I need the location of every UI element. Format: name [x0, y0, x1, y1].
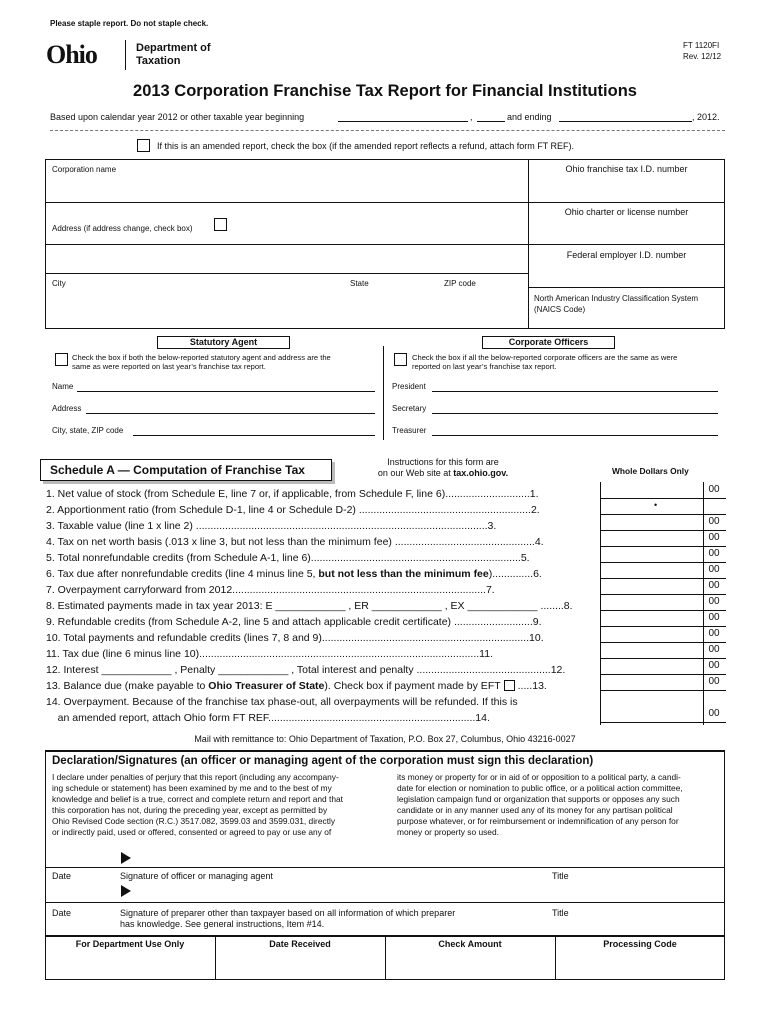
corporation-name-field[interactable]: Corporation name — [52, 165, 117, 174]
line-13-text: 13. Balance due (make payable to — [46, 680, 209, 692]
line-6-text: 6. Tax due after nonrefundable credits (line 4 minus line 5, — [46, 568, 319, 580]
state-field[interactable]: State — [350, 279, 369, 288]
zip-field[interactable]: ZIP code — [444, 279, 476, 288]
dept-line-1: Department of — [136, 42, 211, 54]
naics-label-2: (NAICS Code) — [534, 305, 586, 314]
line-13-end: .....13. — [517, 680, 547, 692]
cents-9: 00 — [708, 612, 720, 623]
line-4: 4. Tax on net worth basis (.013 x line 3, but not less than the minimum fee) ................................................4. — [46, 536, 544, 548]
ending-date-field[interactable] — [559, 121, 692, 122]
line-13-bold: Ohio Treasurer of State — [208, 680, 325, 692]
city-field[interactable]: City — [52, 279, 66, 288]
officers-check-note — [412, 353, 677, 371]
president-field[interactable] — [432, 391, 718, 392]
amount-field-9[interactable] — [600, 626, 726, 627]
corporate-officers-tab: Corporate Officers — [482, 336, 615, 349]
year-end-label: , 2012. — [692, 112, 720, 122]
agent-address-label: Address — [52, 404, 82, 413]
department-name — [136, 42, 211, 68]
line-14-cont: an amended report, attach Ohio form FT REF.......................................................................14. — [46, 712, 490, 724]
decl-right-5: purpose whatever, or for reimbursement or indemnification of any person for — [397, 816, 679, 826]
instr-line-2: on our Web site at — [377, 468, 454, 478]
cents-10: 00 — [708, 628, 720, 639]
declaration-title: Declaration/Signatures (an officer or managing agent of the corporation must sign this declaration) — [52, 755, 594, 767]
treasurer-label: Treasurer — [392, 426, 427, 435]
date-received-label: Date Received — [269, 939, 331, 949]
agent-city-field[interactable] — [133, 435, 375, 436]
officers-same-checkbox[interactable] — [394, 353, 407, 366]
begin-year-field[interactable] — [477, 121, 505, 122]
preparer-label-2: has knowledge. See general instructions, Item #14. — [120, 919, 325, 929]
amount-field-6[interactable] — [600, 578, 726, 579]
line-8: 8. Estimated payments made in tax year 2013: E ____________ , ER ____________ , EX ____________ ........8. — [46, 600, 573, 612]
preparer-sign-arrow-icon — [121, 885, 131, 897]
whole-dollars-label: Whole Dollars Only — [612, 466, 689, 476]
preparer-label-1: Signature of preparer other than taxpayer based on all information of which preparer — [120, 908, 456, 918]
decl-left-6: or indirectly paid, used or offered, consented or agreed to pay or use any of — [52, 827, 332, 837]
declaration-left-text — [52, 772, 343, 838]
cents-1: 00 — [708, 484, 720, 495]
decl-right-2: date for election or nomination to public office, or a political action committee, — [397, 783, 683, 793]
cents-3: 00 — [708, 516, 720, 527]
page-title: 2013 Corporation Franchise Tax Report for Financial Institutions — [133, 82, 637, 100]
cents-5: 00 — [708, 548, 720, 559]
cents-13: 00 — [708, 676, 720, 687]
amount-field-2[interactable] — [600, 514, 726, 515]
line-6 — [46, 566, 542, 582]
info-rule-3 — [45, 273, 528, 274]
amount-field-14[interactable] — [600, 722, 726, 723]
address-field[interactable]: Address (if address change, check box) — [52, 224, 193, 233]
decl-left-4: this corporation has not, during the preceding year, except as permitted by — [52, 805, 328, 815]
based-upon-label: Based upon calendar year 2012 or other taxable year beginning — [50, 112, 305, 122]
line-13 — [46, 678, 547, 694]
cents-4: 00 — [708, 532, 720, 543]
and-ending-label: and ending — [507, 112, 552, 122]
line-11: 11. Tax due (line 6 minus line 10)................................................................................................11. — [46, 648, 493, 660]
secretary-field[interactable] — [432, 413, 718, 414]
agent-name-field[interactable] — [77, 391, 375, 392]
ratio-decimal-dot: • — [654, 500, 658, 510]
cents-6: 00 — [708, 564, 720, 575]
info-rule-4 — [528, 287, 725, 288]
agent-note-2: same as were reported on last year’s franchise tax report. — [72, 362, 266, 371]
agent-same-checkbox[interactable] — [55, 353, 68, 366]
amount-field-13[interactable] — [600, 690, 726, 691]
declaration-right-text — [397, 772, 683, 838]
ohio-id-field[interactable]: Ohio franchise tax I.D. number — [565, 164, 688, 174]
check-amount-label: Check Amount — [438, 939, 502, 949]
cents-11: 00 — [708, 644, 720, 655]
decl-right-1: its money or property for or in aid of or opposition to a political party, a candi- — [397, 772, 681, 782]
dept-line-2: Taxation — [136, 55, 181, 67]
line-6-bold: but not less than the minimum fee — [318, 568, 489, 580]
line-7: 7. Overpayment carryforward from 2012.......................................................................................7. — [46, 584, 495, 596]
charter-number-field[interactable]: Ohio charter or license number — [564, 207, 689, 217]
officer-signature-field[interactable] — [45, 867, 725, 868]
staple-note: Please staple report. Do not staple check. — [50, 19, 209, 28]
agent-name-label: Name — [52, 382, 74, 391]
line-2: 2. Apportionment ratio (from Schedule D-1, line 4 or Schedule D-2) ...........................................................2. — [46, 504, 540, 516]
decl-right-4: candidate or in any manner used any of its money for any partisan political — [397, 805, 673, 815]
logo-divider — [125, 40, 126, 70]
preparer-signature-label — [120, 908, 455, 930]
secretary-label: Secretary — [392, 404, 427, 413]
dashed-divider — [50, 130, 725, 131]
preparer-title-label: Title — [552, 908, 569, 918]
treasurer-field[interactable] — [432, 435, 718, 436]
agent-note-1: Check the box if both the below-reported statutory agent and address are the — [72, 353, 331, 362]
agent-city-label: City, state, ZIP code — [52, 426, 124, 435]
decl-left-2: ing schedule or statement) has been examined by me and to the best of my — [52, 783, 332, 793]
amount-field-4[interactable] — [600, 546, 726, 547]
preparer-date-label: Date — [52, 908, 72, 918]
officers-note-2: reported on last year’s franchise tax report. — [412, 362, 557, 371]
naics-field[interactable] — [534, 293, 698, 315]
preparer-signature-field[interactable] — [45, 902, 725, 903]
line-14: 14. Overpayment. Because of the franchise tax phase-out, all overpayments will be refunded. If this is — [46, 696, 518, 708]
decl-right-3: legislation campaign fund or organization that supports or opposes any such — [397, 794, 680, 804]
comma-sep: , — [470, 112, 473, 122]
amount-field-7[interactable] — [600, 594, 726, 595]
info-rule-1 — [45, 202, 725, 203]
cents-14: 00 — [708, 708, 720, 719]
officer-signature-label: Signature of officer or managing agent — [120, 871, 273, 881]
officer-title-label: Title — [552, 871, 569, 881]
amended-note: If this is an amended report, check the box (if the amended report reflects a refund, attach form FT REF). — [157, 141, 575, 151]
line-1: 1. Net value of stock (from Schedule E, line 7 or, if applicable, from Schedule F, line 6).............................1. — [46, 488, 539, 500]
officer-date-label: Date — [52, 871, 72, 881]
line-6-end: )..............6. — [488, 568, 542, 580]
line-13-mid: ). Check box if payment made by EFT — [324, 680, 501, 692]
fein-field[interactable]: Federal employer I.D. number — [566, 250, 687, 260]
agent-officer-divider — [383, 346, 384, 440]
cents-8: 00 — [708, 596, 720, 607]
amount-column-rule — [600, 482, 601, 725]
mail-address: Mail with remittance to: Ohio Department of Taxation, P.O. Box 27, Columbus, Ohio 43216-0027 — [194, 734, 576, 744]
amount-field-1[interactable] — [600, 498, 726, 499]
amount-field-8[interactable] — [600, 610, 726, 611]
dept-use-label: For Department Use Only — [75, 939, 185, 949]
statutory-agent-tab: Statutory Agent — [157, 336, 290, 349]
line-12: 12. Interest ____________ , Penalty ____________ , Total interest and penalty ..............................................12. — [46, 664, 566, 676]
website-link[interactable]: tax.ohio.gov. — [453, 468, 509, 478]
decl-right-6: money or property so used. — [397, 827, 499, 837]
president-label: President — [392, 382, 426, 391]
naics-label-1: North American Industry Classification System — [534, 294, 699, 303]
amended-checkbox[interactable] — [137, 139, 150, 152]
line-3: 3. Taxable value (line 1 x line 2) ....................................................................................................3. — [46, 520, 497, 532]
form-id: FT 1120FI — [683, 41, 720, 50]
amount-field-12[interactable] — [600, 674, 726, 675]
decl-left-1: I declare under penalties of perjury that this report (including any accompany- — [52, 772, 339, 782]
schedule-a-title: Schedule A — Computation of Franchise Tax — [50, 463, 305, 477]
cents-12: 00 — [708, 660, 720, 671]
officers-note-1: Check the box if all the below-reported corporate officers are the same as were — [412, 353, 678, 362]
form-revision: Rev. 12/12 — [683, 52, 722, 61]
agent-address-field[interactable] — [86, 413, 375, 414]
ohio-logo: Ohio — [46, 40, 97, 69]
amount-field-10[interactable] — [600, 642, 726, 643]
decl-left-5: Ohio Revised Code section (R.C.) 3517.082, 3599.03 and 3599.031, directly — [52, 816, 336, 826]
eft-checkbox[interactable] — [504, 680, 515, 691]
decl-left-3: knowledge and belief is a true, correct and complete return and report and that — [52, 794, 343, 804]
cents-7: 00 — [708, 580, 720, 591]
line-10: 10. Total payments and refundable credits (lines 7, 8 and 9).......................................................................10. — [46, 632, 544, 644]
amount-field-5[interactable] — [600, 562, 726, 563]
processing-code-label: Processing Code — [603, 939, 677, 949]
sign-here-arrow-icon — [121, 852, 131, 864]
instructions-note — [358, 457, 528, 479]
info-rule-2 — [45, 244, 725, 245]
agent-check-note — [72, 353, 331, 371]
line-9: 9. Refundable credits (from Schedule A-2, line 5 and attach applicable credit certificate) ...........................9. — [46, 616, 542, 628]
form-id-block — [683, 40, 721, 62]
instr-line-1: Instructions for this form are — [387, 457, 499, 467]
amount-field-11[interactable] — [600, 658, 726, 659]
address-change-checkbox[interactable] — [214, 218, 227, 231]
begin-date-field[interactable] — [338, 121, 468, 122]
line-5: 5. Total nonrefundable credits (from Schedule A-1, line 6)........................................................................5. — [46, 552, 530, 564]
amount-field-3[interactable] — [600, 530, 726, 531]
